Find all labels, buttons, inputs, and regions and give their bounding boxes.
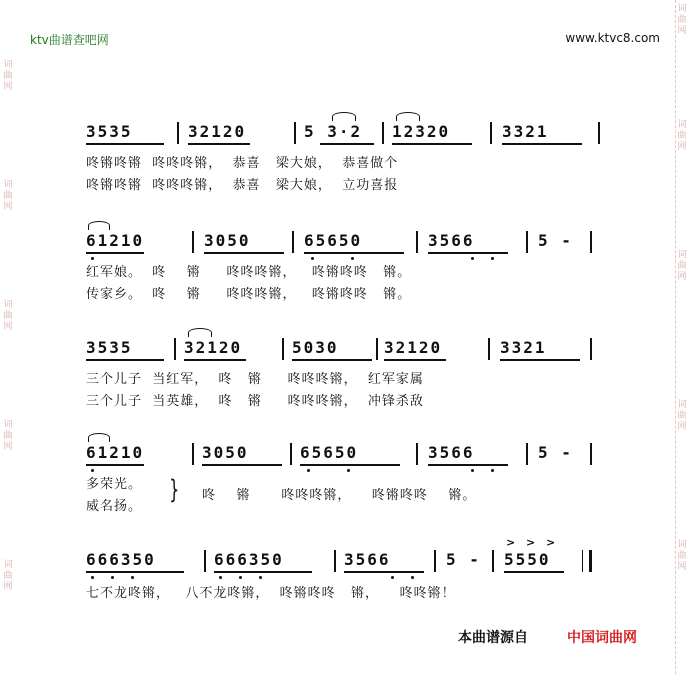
barline [590,231,592,253]
final-barline [582,550,592,572]
low-octave-dot [491,257,494,260]
low-octave-dot [91,469,94,472]
system-2-notes [86,231,606,253]
low-octave-dot [259,576,262,579]
system-4-shared-lyric: 咚 锵 咚咚咚锵， 咚锵咚咚 锵。 [202,488,477,503]
low-octave-dot [111,576,114,579]
measure-4-4: 3566 [428,443,475,462]
low-octave-dot [351,257,354,260]
measure-1-4: 12320 [392,122,451,141]
measure-4-3: 65650 [300,443,359,462]
lyric-brace: } [169,475,180,505]
system-2-lyric-2: 传家乡。 咚 锵 咚咚咚锵， 咚锵咚咚 锵。 [86,287,412,302]
system-4-lyric-2: 威名扬。 [86,499,143,514]
measure-4-5: 5 - [538,443,573,462]
low-octave-dot [131,576,134,579]
barline [488,338,490,360]
low-octave-dot [219,576,222,579]
barline [177,122,179,144]
barline [416,443,418,465]
accent-mark: > [506,536,516,549]
right-watermark-2: 词 曲 网 [677,120,687,152]
slur [88,433,110,442]
beam [204,252,284,254]
system-4-notes [86,443,606,465]
low-octave-dot [347,469,350,472]
system-1-notes [86,122,606,144]
left-watermark-2: 词 曲 网 [3,180,13,212]
barline [434,550,436,572]
measure-5-5: 5550 [504,550,551,569]
right-watermark-3: 词 曲 网 [677,250,687,282]
barline [492,550,494,572]
measure-2-1: 61210 [86,231,145,250]
barline [204,550,206,572]
barline [382,122,384,144]
low-octave-dot [411,576,414,579]
measure-3-4: 32120 [384,338,443,357]
beam [86,571,184,573]
footer-source-label: 本曲谱源自 [458,630,528,646]
low-octave-dot [471,469,474,472]
beam [86,252,144,254]
measure-3-3: 5030 [292,338,339,357]
barline [376,338,378,360]
barline [526,443,528,465]
low-octave-dot [491,469,494,472]
score-system-3 [86,338,606,409]
system-5-notes [86,536,606,572]
right-watermark-4: 词 曲 网 [677,400,687,432]
left-watermark-5: 词 曲 网 [3,560,13,592]
low-octave-dot [391,576,394,579]
barline [490,122,492,144]
beam [344,571,424,573]
barline [174,338,176,360]
barline [598,122,600,144]
beam [86,464,144,466]
system-3-lyric-1: 三个儿子 当红军， 咚 锵 咚咚咚锵， 红军家属 [86,372,424,387]
low-octave-dot [471,257,474,260]
beam [86,359,164,361]
measure-5-4: 5 - [446,550,481,569]
system-1-lyric-2: 咚锵咚锵 咚咚咚锵， 恭喜 梁大娘， 立功喜报 [86,178,399,193]
score-system-1 [86,122,606,193]
slur [188,328,212,337]
measure-4-2: 3050 [202,443,249,462]
low-octave-dot [91,576,94,579]
barline [292,231,294,253]
low-octave-dot [307,469,310,472]
barline [590,443,592,465]
measure-2-3: 65650 [304,231,363,250]
slur [88,221,110,230]
barline [526,231,528,253]
beam [304,252,404,254]
barline [416,231,418,253]
measure-5-1: 666350 [86,550,156,569]
beam [502,143,582,145]
barline [192,443,194,465]
right-watermark-5: 词 曲 网 [677,540,687,572]
header-left-site: ktv曲谱查吧网 [30,33,109,47]
system-3-lyric-2: 三个儿子 当英雄， 咚 锵 咚咚咚锵， 冲锋杀敌 [86,394,424,409]
barline [192,231,194,253]
beam [504,571,564,573]
accent-mark: > [546,536,556,549]
beam [428,252,508,254]
barline [290,443,292,465]
measure-1-2: 32120 [188,122,247,141]
system-2-lyric-1: 红军娘。 咚 锵 咚咚咚锵， 咚锵咚咚 锵。 [86,265,412,280]
beam [292,359,372,361]
header-right-site: www.ktvc8.com [565,31,660,45]
measure-1-5: 3321 [502,122,549,141]
score-system-2 [86,231,606,302]
measure-1-3: 5 3·2 [304,122,363,141]
beam [214,571,312,573]
system-1-lyric-1: 咚锵咚锵 咚咚咚锵， 恭喜 梁大娘， 恭喜做个 [86,156,399,171]
barline [294,122,296,144]
beam [500,359,580,361]
measure-2-2: 3050 [204,231,251,250]
left-watermark-1: 词 曲 网 [3,60,13,92]
measure-5-3: 3566 [344,550,391,569]
accent-mark: > [526,536,536,549]
measure-3-1: 3535 [86,338,133,357]
slur [332,112,356,121]
system-4-lyric-1: 多荣光。 [86,477,143,492]
footer-source-site[interactable]: 中国词曲网 [567,630,637,646]
right-watermark-1: 词 曲 网 [677,4,687,36]
measure-1-1: 3535 [86,122,133,141]
slur [396,112,420,121]
measure-4-1: 61210 [86,443,145,462]
measure-3-2: 32120 [184,338,243,357]
left-watermark-3: 词 曲 网 [3,300,13,332]
system-3-notes [86,338,606,360]
beam [300,464,400,466]
measure-3-5: 3321 [500,338,547,357]
low-octave-dot [239,576,242,579]
barline [334,550,336,572]
score-system-4 [86,443,606,514]
beam [188,143,250,145]
system-5-lyric-1: 七不龙咚锵， 八不龙咚锵， 咚锵咚咚 锵， 咚咚锵！ [86,586,456,601]
measure-2-5: 5 - [538,231,573,250]
measure-5-2: 666350 [214,550,284,569]
beam [202,464,282,466]
beam [184,359,246,361]
low-octave-dot [311,257,314,260]
beam [392,143,472,145]
beam [320,143,374,145]
score-system-5 [86,536,606,601]
beam [428,464,508,466]
barline [282,338,284,360]
measure-2-4: 3566 [428,231,475,250]
low-octave-dot [91,257,94,260]
left-watermark-4: 词 曲 网 [3,420,13,452]
beam [384,359,446,361]
beam [86,143,164,145]
barline [590,338,592,360]
